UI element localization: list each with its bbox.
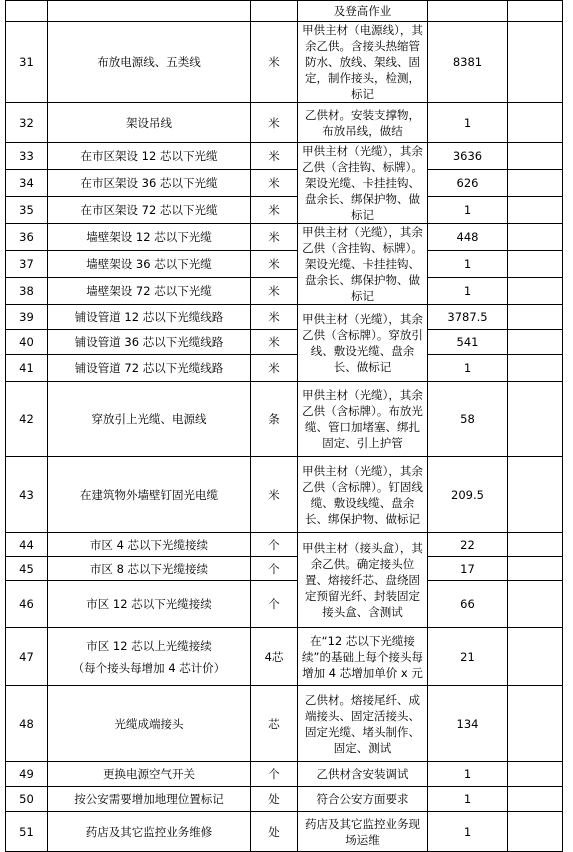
empty-cell xyxy=(508,355,563,382)
row-no-cell xyxy=(6,1,48,22)
row-no-cell: 42 xyxy=(6,382,48,457)
row-no-cell: 46 xyxy=(6,581,48,628)
item-name-cell: 铺设管道 72 芯以下光缆线路 xyxy=(48,355,251,382)
item-name-cell: 在建筑物外墙壁钉固光电缆 xyxy=(48,457,251,533)
empty-cell xyxy=(508,305,563,330)
table-row xyxy=(6,557,563,581)
item-name-cell: 布放电源线、五类线 xyxy=(48,22,251,103)
row-no-cell: 34 xyxy=(6,170,48,197)
item-name-cell: 墙壁架设 12 芯以下光缆 xyxy=(48,224,251,251)
quantity-cell: 3787.5 xyxy=(428,305,508,330)
description-cell: 甲供主材（光缆），其余乙供（含挂钩、标牌）。架设光缆、卡挂挂钩、盘余长、绑保护物、做标记 xyxy=(298,224,428,305)
item-name-cell: 铺设管道 12 芯以下光缆线路 xyxy=(48,305,251,330)
row-no-cell: 33 xyxy=(6,143,48,170)
table-row xyxy=(6,686,563,762)
quantity-cell: 1 xyxy=(428,812,508,852)
description-cell: 甲供主材（接头盒），其余乙供。确定接头位置、熔接纤芯、盘绕固定预留光纤、封装固定接头盒、含测试 xyxy=(298,533,428,628)
description-cell: 乙供材。安装支撑物，布放吊线，做结 xyxy=(298,103,428,143)
item-name-cell: 更换电源空气开关 xyxy=(48,762,251,787)
description-cell: 甲供主材（光缆），其余乙供（含标牌）。穿放引线、敷设光缆、盘余长、做标记 xyxy=(298,305,428,382)
row-no-cell: 40 xyxy=(6,330,48,355)
table-row xyxy=(6,812,563,852)
item-name-cell: 市区 12 芯以下光缆接续 xyxy=(48,581,251,628)
empty-cell xyxy=(508,812,563,852)
quantity-cell: 21 xyxy=(428,628,508,686)
empty-cell xyxy=(508,557,563,581)
quantity-cell: 209.5 xyxy=(428,457,508,533)
empty-cell xyxy=(508,457,563,533)
description-cell: 在“12 芯以下光缆接续”的基础上每个接头每增加 4 芯增加单价 x 元 xyxy=(298,628,428,686)
quantity-cell: 448 xyxy=(428,224,508,251)
unit-cell: 米 xyxy=(251,197,298,224)
unit-cell: 米 xyxy=(251,22,298,103)
quantity-cell: 3636 xyxy=(428,143,508,170)
quantity-cell: 1 xyxy=(428,762,508,787)
empty-cell xyxy=(508,170,563,197)
description-cell: 甲供主材（电源线），其余乙供。含接头热缩管防水、放线、架线、固定，制作接头，检测，标记 xyxy=(298,22,428,103)
quantity-cell: 1 xyxy=(428,197,508,224)
item-name-cell: 光缆成端接头 xyxy=(48,686,251,762)
quantity-cell: 58 xyxy=(428,382,508,457)
unit-cell: 4芯 xyxy=(251,628,298,686)
table-row xyxy=(6,355,563,382)
table-row xyxy=(6,143,563,170)
empty-cell xyxy=(508,762,563,787)
quantity-cell: 1 xyxy=(428,787,508,812)
item-name-cell: 市区 4 芯以下光缆接续 xyxy=(48,533,251,557)
quantity-cell: 626 xyxy=(428,170,508,197)
quantity-cell xyxy=(428,1,508,22)
empty-cell xyxy=(508,103,563,143)
row-no-cell: 50 xyxy=(6,787,48,812)
unit-cell: 米 xyxy=(251,278,298,305)
table-row xyxy=(6,1,563,22)
description-cell: 及登高作业 xyxy=(298,1,428,22)
description-cell: 甲供主材（光缆），其余乙供（含挂钩、标牌）。架设光缆、卡挂挂钩、盘余长、绑保护物、做标记 xyxy=(298,143,428,224)
empty-cell xyxy=(508,787,563,812)
unit-cell: 个 xyxy=(251,762,298,787)
row-no-cell: 47 xyxy=(6,628,48,686)
description-cell: 甲供主材（光缆），其余乙供（含标牌）。布放光缆、管口加堵塞、绑扎固定、引上护管 xyxy=(298,382,428,457)
description-cell: 符合公安方面要求 xyxy=(298,787,428,812)
quantity-cell: 22 xyxy=(428,533,508,557)
item-name-cell: 墙壁架设 36 芯以下光缆 xyxy=(48,251,251,278)
unit-cell: 米 xyxy=(251,355,298,382)
item-name-line: 市区 12 芯以上光缆接续 xyxy=(86,638,212,653)
table-row xyxy=(6,581,563,628)
table-row xyxy=(6,103,563,143)
empty-cell xyxy=(508,686,563,762)
item-name-cell: 架设吊线 xyxy=(48,103,251,143)
unit-cell: 米 xyxy=(251,251,298,278)
work-item-table xyxy=(5,0,563,852)
row-no-cell: 38 xyxy=(6,278,48,305)
empty-cell xyxy=(508,628,563,686)
unit-cell: 米 xyxy=(251,330,298,355)
quantity-cell: 66 xyxy=(428,581,508,628)
quantity-cell: 17 xyxy=(428,557,508,581)
quantity-cell: 134 xyxy=(428,686,508,762)
row-no-cell: 51 xyxy=(6,812,48,852)
item-name-cell xyxy=(48,1,251,22)
unit-cell: 米 xyxy=(251,457,298,533)
unit-cell: 个 xyxy=(251,557,298,581)
quantity-cell: 1 xyxy=(428,251,508,278)
item-name-cell xyxy=(48,628,251,686)
item-name-cell: 铺设管道 36 芯以下光缆线路 xyxy=(48,330,251,355)
description-cell: 乙供材。熔接尾纤、成端接头、固定活接头、固定光缆、堵头制作、固定、测试 xyxy=(298,686,428,762)
empty-cell xyxy=(508,330,563,355)
table-row xyxy=(6,457,563,533)
row-no-cell: 31 xyxy=(6,22,48,103)
unit-cell: 条 xyxy=(251,382,298,457)
unit-cell: 米 xyxy=(251,305,298,330)
unit-cell: 个 xyxy=(251,533,298,557)
row-no-cell: 44 xyxy=(6,533,48,557)
table-row xyxy=(6,787,563,812)
table-row xyxy=(6,382,563,457)
table-row xyxy=(6,278,563,305)
table-row xyxy=(6,305,563,330)
unit-cell: 米 xyxy=(251,170,298,197)
unit-cell: 个 xyxy=(251,581,298,628)
unit-cell: 处 xyxy=(251,812,298,852)
table-row xyxy=(6,533,563,557)
item-name-cell: 市区 8 芯以下光缆接续 xyxy=(48,557,251,581)
description-cell: 甲供主材（光缆），其余乙供（含标牌）。钉固线缆、敷设线缆、盘余长、绑保护物、做标记 xyxy=(298,457,428,533)
quantity-cell: 541 xyxy=(428,330,508,355)
row-no-cell: 41 xyxy=(6,355,48,382)
item-name-cell: 在市区架设 72 芯以下光缆 xyxy=(48,197,251,224)
item-name-note: （每个接头每增加 4 芯计价） xyxy=(72,660,226,675)
unit-cell xyxy=(251,1,298,22)
unit-cell: 米 xyxy=(251,224,298,251)
table-row xyxy=(6,330,563,355)
quantity-cell: 1 xyxy=(428,103,508,143)
description-cell: 乙供材含安装调试 xyxy=(298,762,428,787)
item-name-cell: 墙壁架设 72 芯以下光缆 xyxy=(48,278,251,305)
row-no-cell: 48 xyxy=(6,686,48,762)
row-no-cell: 43 xyxy=(6,457,48,533)
empty-cell xyxy=(508,224,563,251)
item-name-cell: 按公安需要增加地理位置标记 xyxy=(48,787,251,812)
empty-cell xyxy=(508,533,563,557)
item-name-cell: 在市区架设 12 芯以下光缆 xyxy=(48,143,251,170)
item-name-cell: 在市区架设 36 芯以下光缆 xyxy=(48,170,251,197)
unit-cell: 米 xyxy=(251,143,298,170)
row-no-cell: 37 xyxy=(6,251,48,278)
table-row xyxy=(6,251,563,278)
unit-cell: 芯 xyxy=(251,686,298,762)
table-row xyxy=(6,762,563,787)
unit-cell: 处 xyxy=(251,787,298,812)
table-row xyxy=(6,22,563,103)
empty-cell xyxy=(508,143,563,170)
row-no-cell: 36 xyxy=(6,224,48,251)
row-no-cell: 32 xyxy=(6,103,48,143)
item-name-cell: 药店及其它监控业务维修 xyxy=(48,812,251,852)
empty-cell xyxy=(508,197,563,224)
row-no-cell: 49 xyxy=(6,762,48,787)
empty-cell xyxy=(508,382,563,457)
quantity-cell: 1 xyxy=(428,278,508,305)
table-row xyxy=(6,197,563,224)
row-no-cell: 45 xyxy=(6,557,48,581)
table-row xyxy=(6,628,563,686)
quantity-cell: 1 xyxy=(428,355,508,382)
empty-cell xyxy=(508,1,563,22)
table-row xyxy=(6,224,563,251)
unit-cell: 米 xyxy=(251,103,298,143)
empty-cell xyxy=(508,251,563,278)
description-cell: 药店及其它监控业务现场运维 xyxy=(298,812,428,852)
row-no-cell: 39 xyxy=(6,305,48,330)
empty-cell xyxy=(508,278,563,305)
row-no-cell: 35 xyxy=(6,197,48,224)
empty-cell xyxy=(508,22,563,103)
table-row xyxy=(6,170,563,197)
item-name-cell: 穿放引上光缆、电源线 xyxy=(48,382,251,457)
empty-cell xyxy=(508,581,563,628)
quantity-cell: 8381 xyxy=(428,22,508,103)
